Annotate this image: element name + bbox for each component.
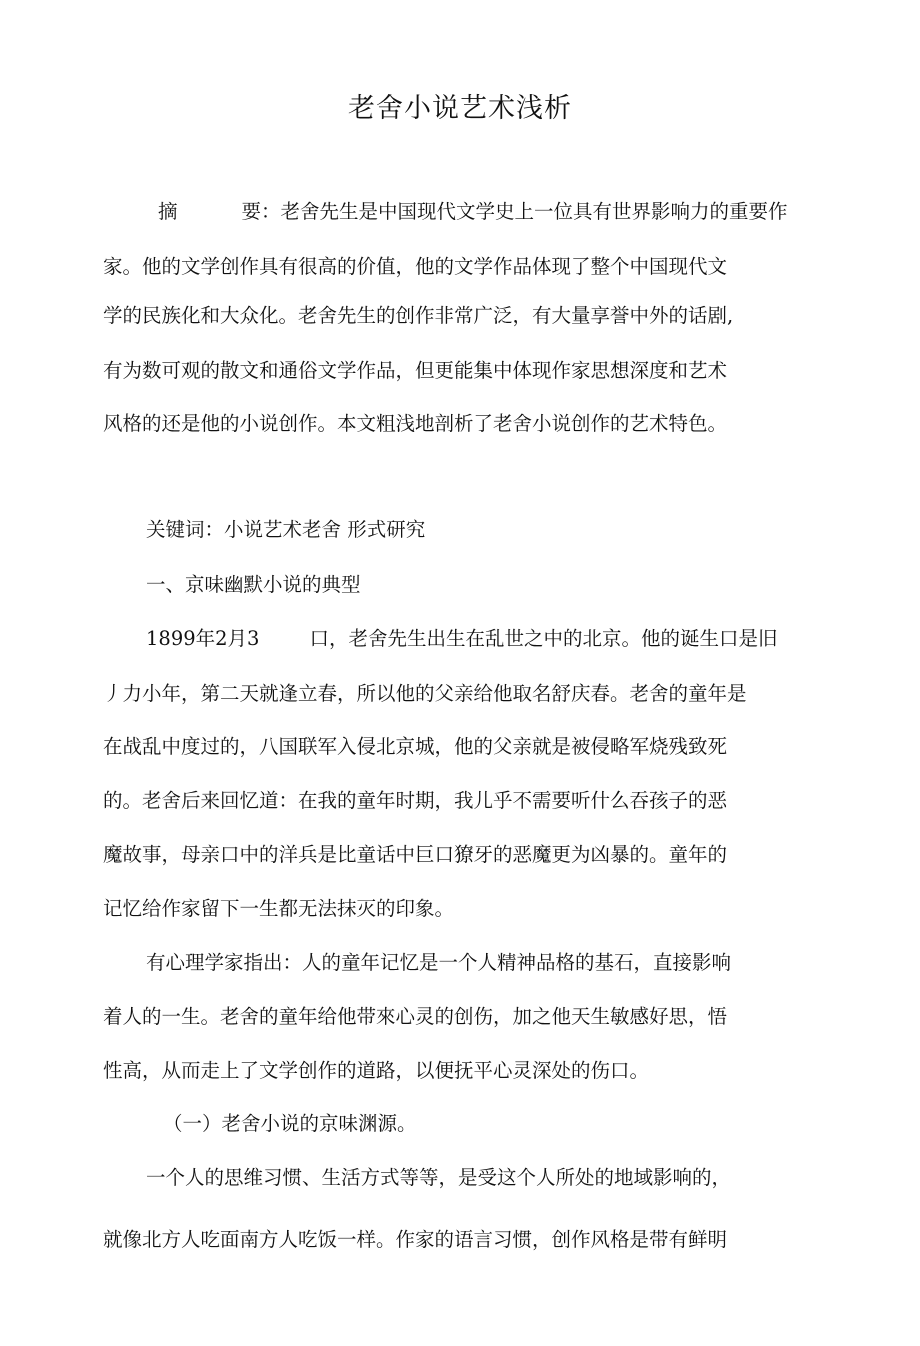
abstract-line: 风格的还是他的小说创作。本文粗浅地剖析了老舍小说创作的艺术特色。	[103, 412, 728, 435]
subsection-heading: （一）老舍小说的京味渊源。	[163, 1112, 417, 1135]
section-heading: 一、京味幽默小说的典型	[146, 573, 361, 596]
paragraph-line: 口，老舍先生出生在乱世之中的北京。他的诞生口是旧	[309, 627, 778, 650]
abstract-line: 老舍先生是中国现代文学史上一位具有世界影响力的重要作	[280, 200, 788, 223]
abstract-label-start: 摘	[158, 200, 178, 223]
paragraph-line: 就像北方人吃面南方人吃饭一样。作家的语言习惯，创作风格是带有鲜明	[103, 1228, 728, 1251]
paragraph-line: 在战乱中度过的，八国联军入侵北京城，他的父亲就是被侵略军烧残致死	[103, 735, 728, 758]
keywords: 关键词：小说艺术老舍 形式研究	[146, 518, 426, 541]
paragraph-line: 一个人的思维习惯、生活方式等等，是受这个人所处的地域影响的，	[146, 1166, 732, 1189]
paragraph-line: 记忆给作家留下一生都无法抹灭的印象。	[103, 897, 455, 920]
abstract-line: 家。他的文学创作具有很高的价值，他的文学作品体现了整个中国现代文	[103, 255, 728, 278]
abstract-line: 学的民族化和大众化。老舍先生的创作非常广泛，有大量享誉中外的话剧,	[103, 304, 734, 327]
abstract-label-end: 要：	[241, 200, 281, 223]
paragraph-line: 丿力小年，第二天就逢立春，所以他的父亲给他取名舒庆春。老舍的童年是	[103, 682, 747, 705]
paragraph-line: 着人的一生。老舍的童年给他带來心灵的创伤，加之他天生敏感好思，悟	[103, 1005, 728, 1028]
paragraph-first-line	[146, 625, 777, 653]
paragraph-line: 有心理学家指出：人的童年记忆是一个人精神品格的基石，直接影响	[146, 951, 732, 974]
abstract-line: 有为数可观的散文和通俗文学作品，但更能集中体现作家思想深度和艺术	[103, 359, 728, 382]
abstract-first-line	[158, 198, 788, 226]
paragraph-line: 的。老舍后来回忆道：在我的童年时期，我儿乎不需要听什么吞孩子的恶	[103, 789, 728, 812]
paragraph-line: 魔故事，母亲口中的洋兵是比童话中巨口獠牙的恶魔更为凶暴的。童年的	[103, 843, 728, 866]
paragraph-line: 性高，从而走上了文学创作的道路，以便抚平心灵深处的伤口。	[103, 1059, 650, 1082]
birth-date: 1899年2月3	[146, 627, 260, 650]
document-title: 老舍小说艺术浅析	[348, 93, 572, 124]
